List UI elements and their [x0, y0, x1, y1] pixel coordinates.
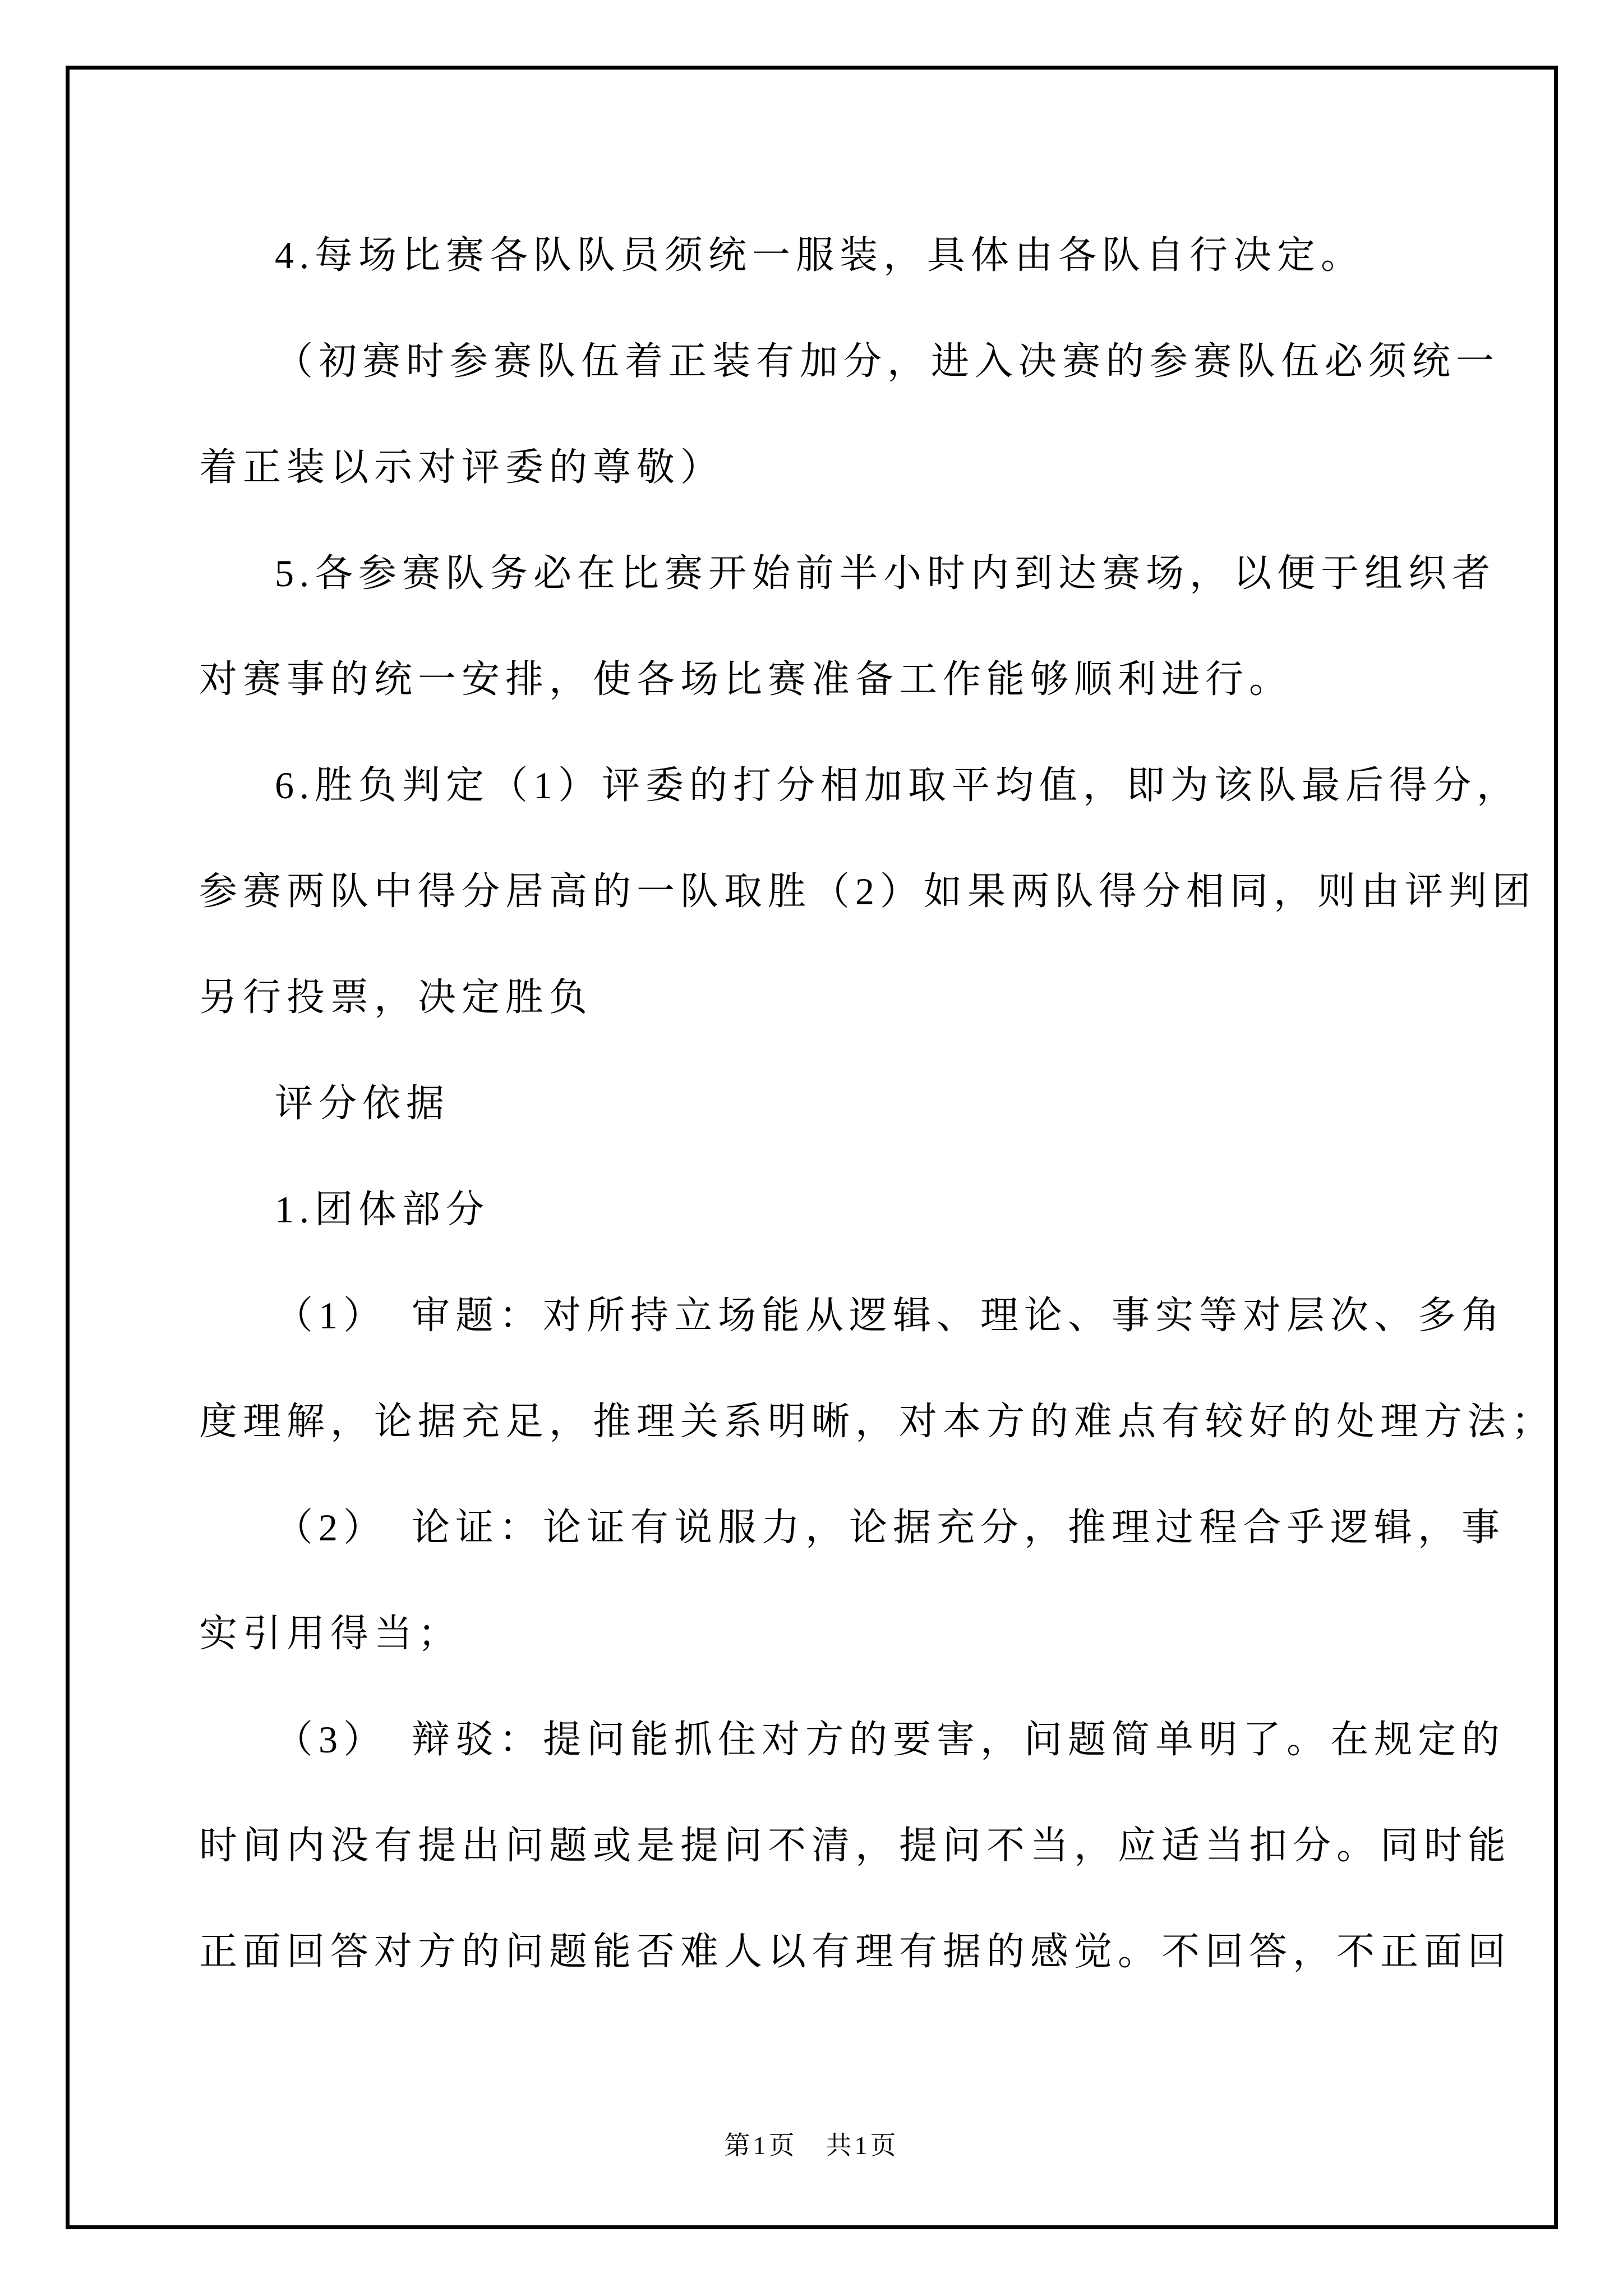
document-body: [199, 203, 1556, 2005]
text-line: 时间内没有提出问题或是提问不清，提问不当，应适当扣分。同时能: [199, 1824, 1512, 1867]
text-line: 另行投票，决定胜负: [199, 976, 593, 1019]
text-line: 评分依据: [275, 1082, 450, 1125]
text-line: 对赛事的统一安排，使各场比赛准备工作能够顺利进行。: [199, 658, 1293, 701]
text-line: 1.团体部分: [275, 1188, 490, 1231]
text-line: （2） 论证：论证有说服力，论据充分，推理过程合乎逻辑，事: [275, 1506, 1506, 1549]
text-line: 5.各参赛队务必在比赛开始前半小时内到达赛场，以便于组织者: [275, 552, 1496, 595]
text-line: 参赛两队中得分居高的一队取胜（2）如果两队得分相同，则由评判团: [199, 870, 1537, 913]
text-line: 度理解，论据充足，推理关系明晰，对本方的难点有较好的处理方法；: [199, 1400, 1556, 1443]
text-line: （3） 辩驳：提问能抓住对方的要害，问题简单明了。在规定的: [275, 1718, 1506, 1761]
text-line: 4.每场比赛各队队员须统一服装，具体由各队自行决定。: [275, 234, 1365, 277]
page-number-label: 第1页 共1页: [724, 2131, 899, 2160]
text-line: 着正装以示对评委的尊敬）: [199, 446, 725, 489]
page-footer: [0, 2126, 1623, 2165]
text-line: 正面回答对方的问题能否难人以有理有据的感觉。不回答，不正面回: [199, 1930, 1512, 1973]
text-line: 6.胜负判定（1）评委的打分相加取平均值，即为该队最后得分，: [275, 764, 1521, 807]
text-line: （1） 审题：对所持立场能从逻辑、理论、事实等对层次、多角: [275, 1294, 1506, 1337]
text-line: （初赛时参赛队伍着正装有加分，进入决赛的参赛队伍必须统一: [275, 340, 1500, 383]
text-line: 实引用得当；: [199, 1612, 462, 1655]
